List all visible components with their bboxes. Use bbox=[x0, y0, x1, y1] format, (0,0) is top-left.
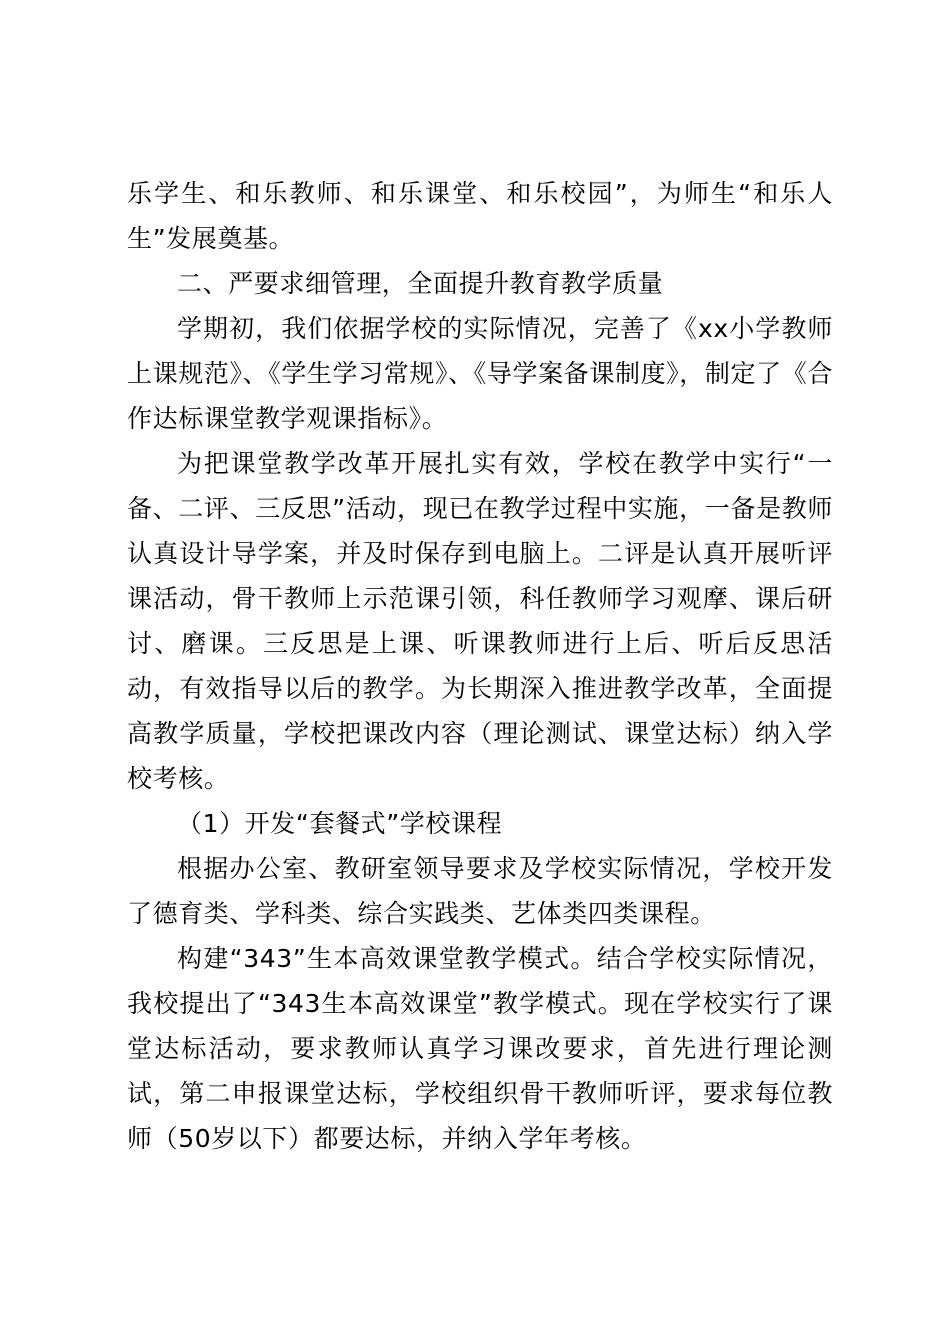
subsection-heading: （1）开发“套餐式”学校课程 bbox=[177, 809, 503, 838]
paragraph-curriculum: 根据办公室、教研室领导要求及学校实际情况，学校开发了德育类、学科类、综合实践类、艺体类四类课程。 bbox=[127, 854, 833, 928]
paragraph-regulations: 学期初，我们依据学校的实际情况，完善了《xx小学教师上课规范》、《学生学习常规》、《导学案备课制度》，制定了《合作达标课堂教学观课指标》。 bbox=[127, 314, 833, 433]
document-body bbox=[127, 171, 833, 1161]
paragraph-classroom-model: 构建“343”生本高效课堂教学模式。结合学校实际情况，我校提出了“343生本高效课堂”教学模式。现在学校实行了课堂达标活动，要求教师认真学习课改要求，首先进行理论测试，第二申报课堂达标，学校组织骨干教师听评，要求每位教师（50岁以下）都要达标，并纳入学年考核。 bbox=[127, 944, 833, 1153]
paragraph-continuation: 乐学生、和乐教师、和乐课堂、和乐校园”，为师生“和乐人生”发展奠基。 bbox=[127, 179, 833, 253]
paragraph-teaching-reform: 为把课堂教学改革开展扎实有效，学校在教学中实行“一备、二评、三反思”活动，现已在教学过程中实施，一备是教师认真设计导学案，并及时保存到电脑上。二评是认真开展听评课活动，骨干教师上示范课引领，科任教师学习观摩、课后研讨、磨课。三反思是上课、听课教师进行上后、听后反思活动，有效指导以后的教学。为长期深入推进教学改革，全面提高教学质量，学校把课改内容（理论测试、课堂达标）纳入学校考核。 bbox=[127, 449, 833, 793]
section-heading: 二、严要求细管理，全面提升教育教学质量 bbox=[177, 269, 664, 298]
